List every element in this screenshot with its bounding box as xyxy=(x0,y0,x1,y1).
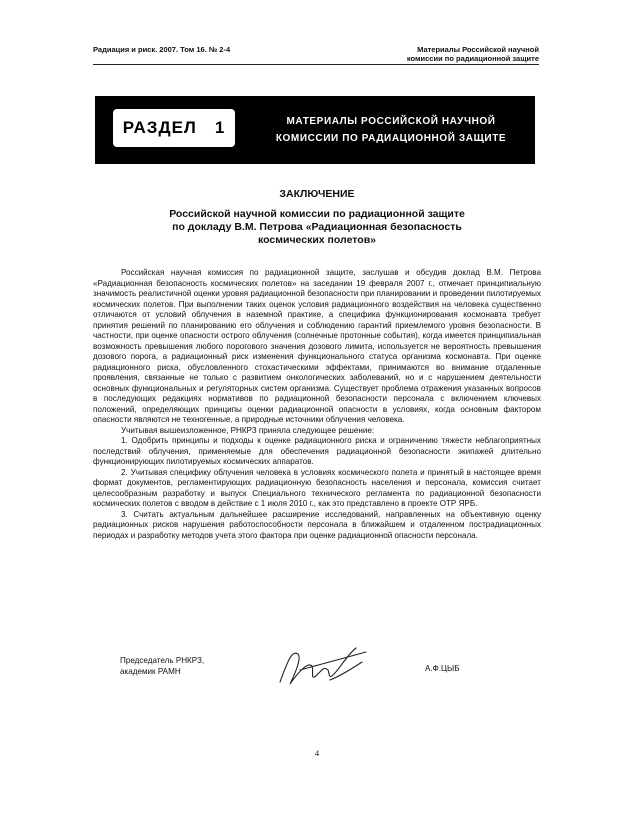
body-paragraph-intro: Российская научная комиссия по радиационной защите, заслушав и обсудив доклад В.М. Петрова «Радиационная безопасность космических полетов» на заседании 19 февраля 2007 г., отмечает принципиальную значимость реалистичной оценки уровня радиационной безопасности при планировании и проведении пилотируемых космических полетов. При выполнении таких оценок условия радиационного воздействия на человека существенно отличаются от условий облучения в наземной практике, а специфика функционирования космонавта требует принятия решений по планированию его облучения и соблюдению гарантий приемлемого уровня безопасности. В частности, при оценке опасности острого облучения (солнечные протонные события), когда имеется принципиальная возможность превышения любого порогового значения дозового лимита, используется не вероятность превышения дозового порога, а радиационный риск изменения функционального статуса организма космонавта. При оценке радиационного риска, обусловленного стохастическими эффектами, принимаются во внимание отдаленные проявления, связанные не только с развитием онкологических заболеваний, но и с нарушением деятельности основных функциональных и регуляторных систем организма. Существует проблема отражения указанных вопросов в последующих редакциях нормативов по радиационной безопасности персонала с включением ключевых положений, определяющих принципы оценки радиационной опасности в условиях, когда основным фактором опасности являются не техногенные, а природные источники облучения человека. xyxy=(93,268,541,424)
running-header-section-line2: комиссии по радиационной защите xyxy=(406,54,539,63)
header-divider xyxy=(93,64,539,65)
document-subtitle-line2: по докладу В.М. Петрова «Радиационная безопасность xyxy=(172,221,462,233)
running-header-journal: Радиация и риск. 2007. Том 16. № 2-4 xyxy=(93,45,231,54)
section-word: РАЗДЕЛ xyxy=(122,118,197,137)
section-banner-title-line2: КОМИССИИ ПО РАДИАЦИОННОЙ ЗАЩИТЕ xyxy=(275,133,507,144)
body-paragraph-item-3: 3. Считать актуальным дальнейшее расширение исследований, направленных на объективную оценку радиационных рисков нарушения работоспособности персонала в ближайшем и отдаленном пострадиационных периодах и разработку методов учета этого фактора при оценке радиационной опасности персонала. xyxy=(93,509,541,540)
body-paragraph-decision: Учитывая вышеизложенное, РНКРЗ приняла следующее решение: xyxy=(121,425,375,435)
signatory-name: А.Ф.ЦЫБ xyxy=(425,664,460,673)
section-banner-title-line1: МАТЕРИАЛЫ РОССИЙСКОЙ НАУЧНОЙ xyxy=(286,116,496,127)
page-number: 4 xyxy=(314,748,320,758)
section-banner xyxy=(95,96,535,164)
body-paragraph-item-1: 1. Одобрить принципы и подходы к оценке радиационного риска и ограничению тяжести неблагоприятных последствий облучения, применяемые для обеспечения радиационной безопасности экипажей длительно функционирующих пилотируемых космических аппаратов. xyxy=(93,436,541,466)
signatory-role-line2: академик РАМН xyxy=(120,666,181,676)
running-header-section-line1: Материалы Российской научной xyxy=(417,45,539,54)
running-header-section xyxy=(407,45,539,63)
signatory-role xyxy=(120,656,204,677)
body-paragraph-item-2: 2. Учитывая специфику облучения человека в условиях космического полета и принятый в настоящее время формат документов, регламентирующих радиационную безопасность населения и персонала, комиссия считает целесообразным разработку и выпуск Специального технического регламента по радиационной безопасности космических полетов с вводом в действие с 1 июля 2010 г., как это представлено в проекте ОТР ЯРБ. xyxy=(93,467,541,508)
handwritten-signature xyxy=(270,640,390,695)
document-title: ЗАКЛЮЧЕНИЕ xyxy=(279,188,355,200)
document-subtitle xyxy=(93,208,541,247)
document-body xyxy=(93,268,541,541)
section-number: 1 xyxy=(214,118,226,137)
section-label-box xyxy=(113,109,235,147)
document-subtitle-line1: Российской научной комиссии по радиационной защите xyxy=(169,208,465,220)
document-subtitle-line3: космических полетов» xyxy=(258,234,376,246)
section-banner-title xyxy=(258,113,524,147)
signatory-role-line1: Председатель РНКРЗ, xyxy=(120,656,205,665)
